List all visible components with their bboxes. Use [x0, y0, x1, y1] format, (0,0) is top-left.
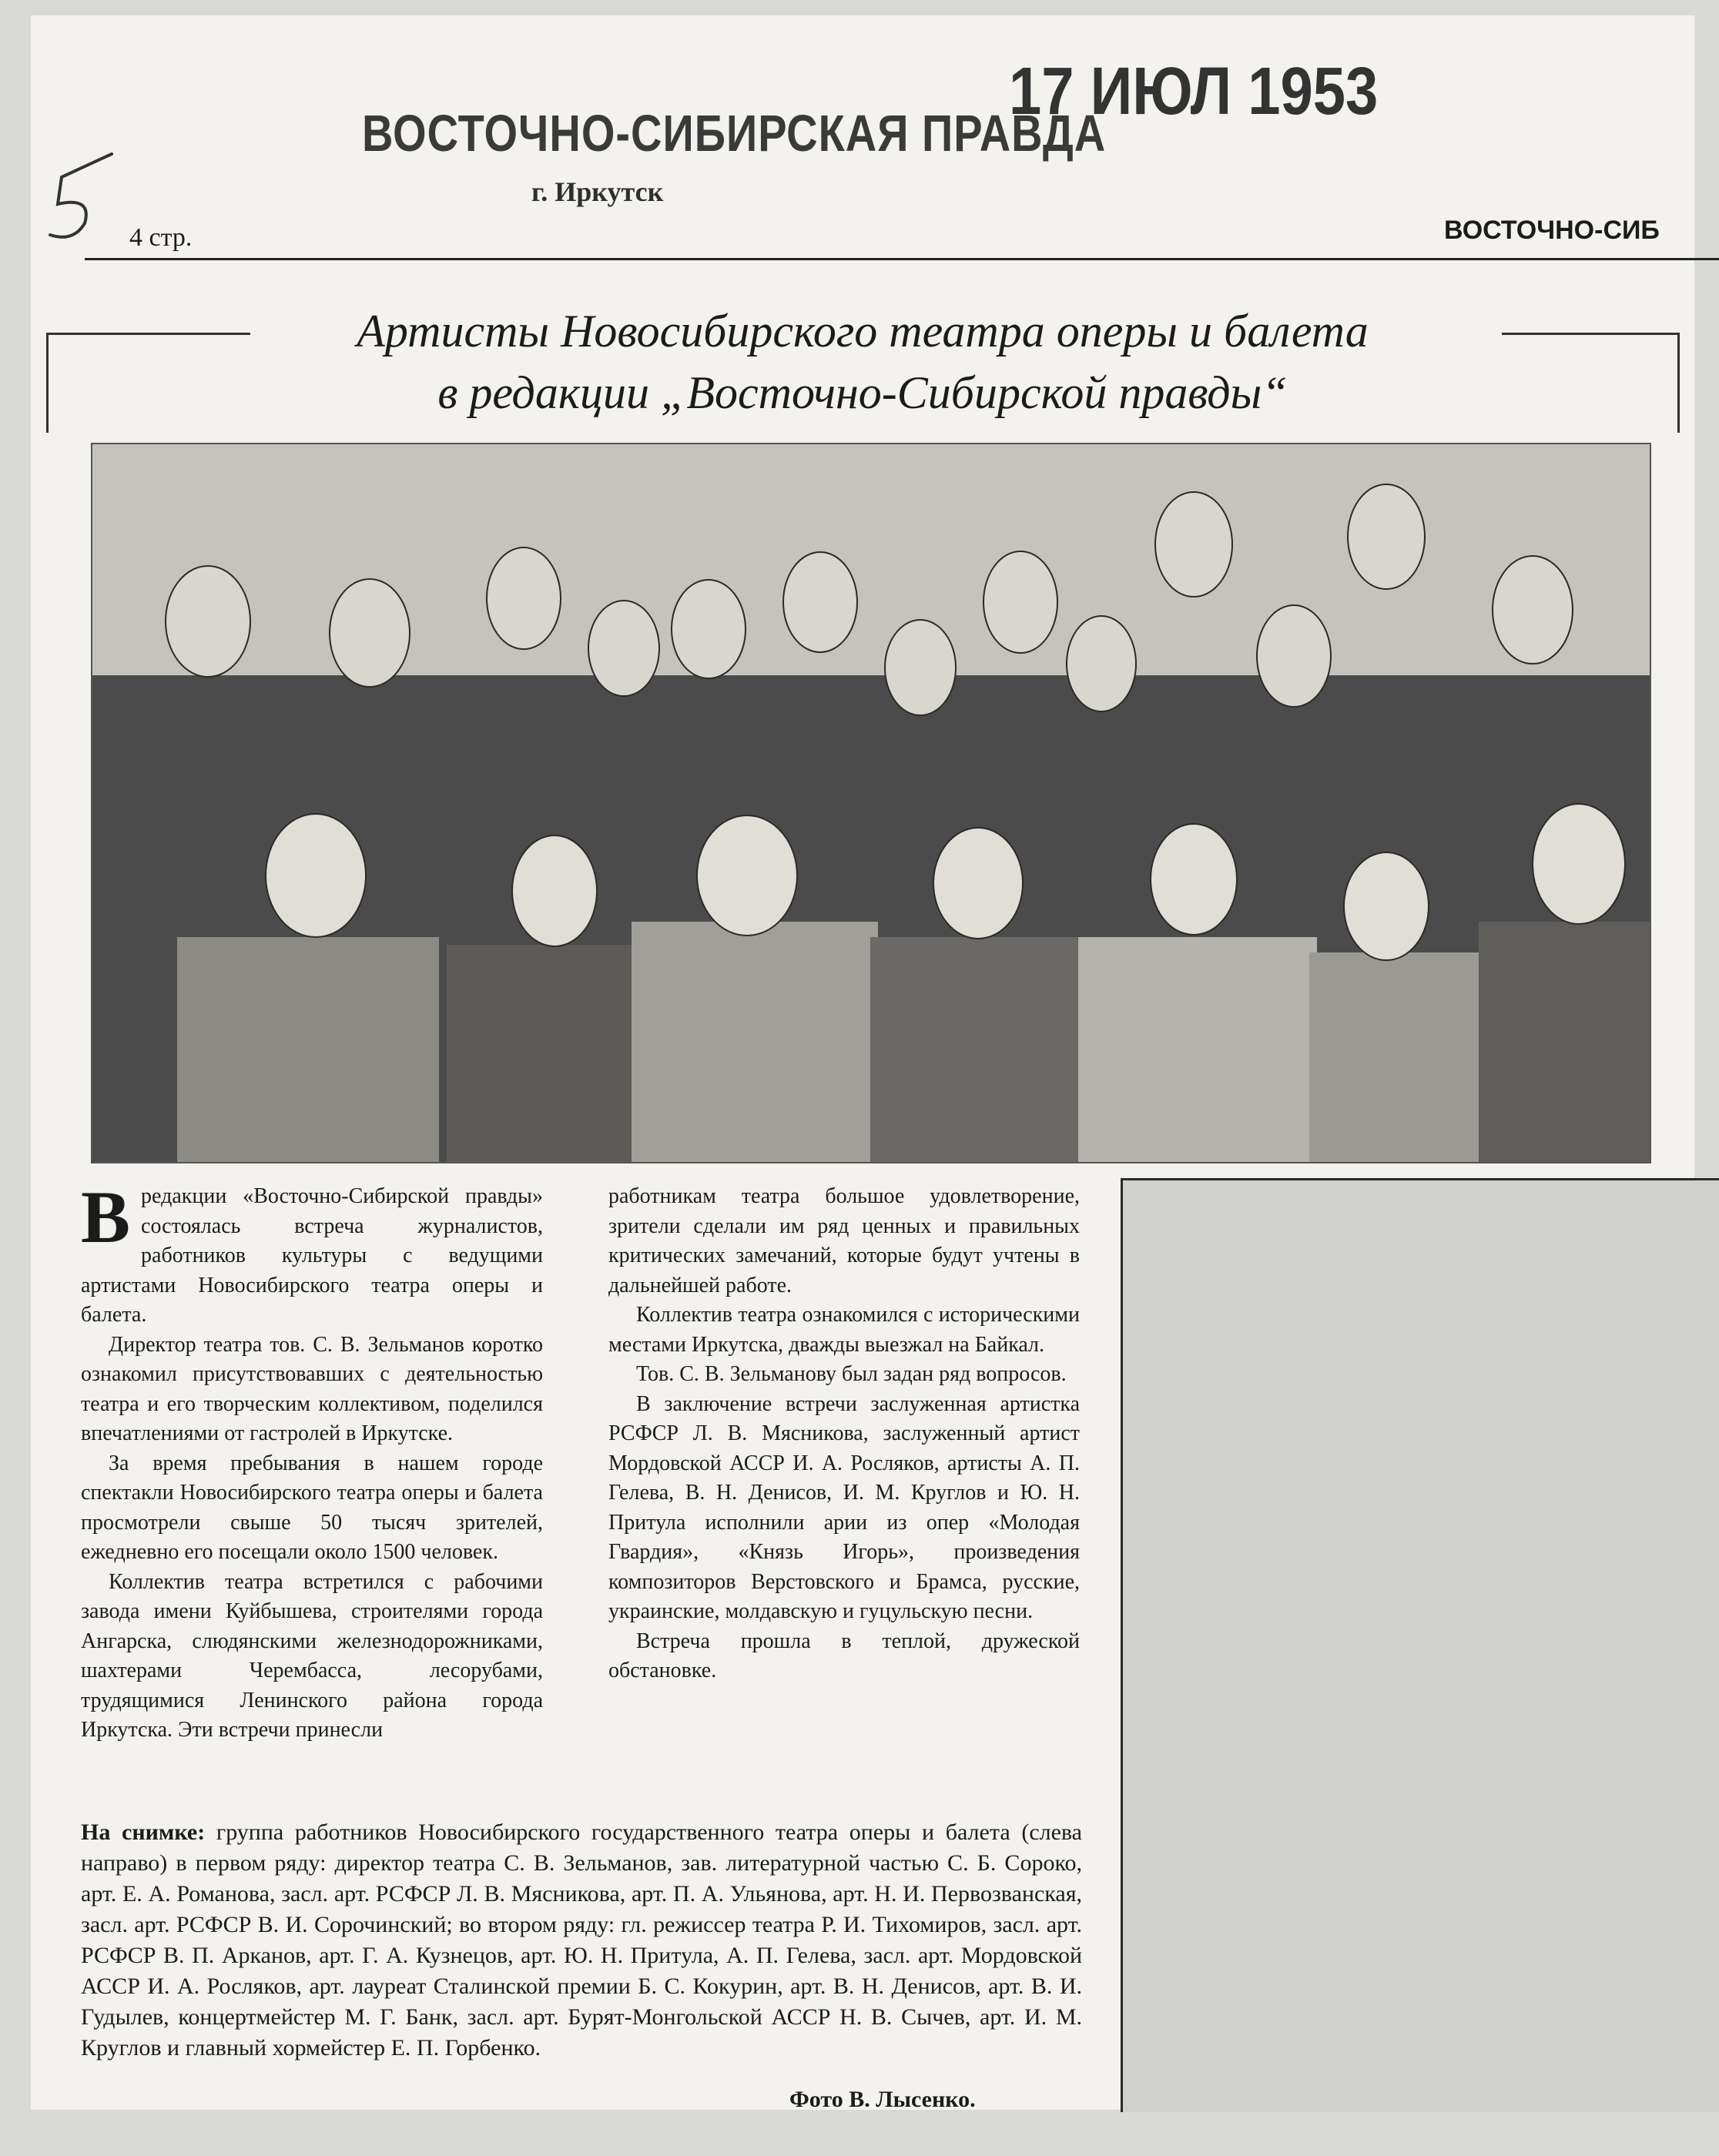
caption-text: группа работников Новосибирского государственного театра оперы и балета (слева направо) в первом ряду: директор театра С. В. Зельманов, зав. литературной частью С. Б. Сороко, арт. Е. А. Романова, засл. арт. РСФСР Л. В. Мясникова, арт. П. А. Ульянова, арт. Н. И. Первозванская, засл. арт. РСФСР В. И. Сорочинский; во втором ряду: гл. режиссер театра Р. И. Тихомиров, засл. арт. РСФСР В. П. Арканов, арт. Г. А. Кузнецов, арт. Ю. Н. Притула, А. П. Гелева, засл. арт. Мордовской АССР И. А. Росляков, арт. лауреат Сталинской премии Б. С. Кокурин, арт. В. Н. Денисов, арт. В. И. Гудылев, концертмейстер М. Г. Банк, засл. арт. Бурят-Монгольской АССР Н. В. Сычев, арт. И. М. Круглов и главный хормейстер Е. П. Горбенко. — [81, 1820, 1082, 2061]
article-paragraph: Директор театра тов. С. В. Зельманов коротко ознакомил присутствовавших с деятельностью театра и его творческим коллективом, поделился впечатлениями от гастролей в Иркутске. — [81, 1332, 543, 1445]
handwritten-number-mark — [39, 146, 123, 246]
archive-stamp-date: 17 ИЮЛ 1953 — [1009, 53, 1379, 129]
page-number: 4 стр. — [129, 223, 193, 252]
article-column-1 — [81, 1176, 543, 1746]
drop-cap: В — [81, 1176, 131, 1258]
article-paragraph: работникам театра большое удовлетворение, зрители сделали им ряд ценных и правильных критических замечаний, которые будут учтены в дальнейшей работе. — [608, 1184, 1080, 1297]
archive-stamp-paper-name: ВОСТОЧНО-СИБИРСКАЯ ПРАВДА — [362, 103, 1107, 162]
article-paragraph: Коллектив театра ознакомился с историческими местами Иркутска, дважды выезжал на Байкал. — [608, 1303, 1080, 1357]
header-rule — [85, 258, 1719, 260]
photo-caption — [81, 1817, 1082, 2064]
headline — [46, 300, 1679, 424]
group-photo-illustration — [92, 444, 1650, 1162]
article-paragraph: Встреча прошла в теплой, дружеской обстановке. — [608, 1629, 1080, 1682]
archive-stamp-city: г. Иркутск — [531, 176, 664, 207]
headline-line-1: Артисты Новосибирского театра оперы и балета — [357, 306, 1369, 357]
empty-cutout-area — [1121, 1178, 1719, 2112]
caption-lead: На снимке: — [81, 1820, 206, 1845]
article-paragraph: В заключение встречи заслуженная артистка РСФСР Л. В. Мясникова, заслуженный артист Мордовской АССР И. А. Росляков, артисты А. П. Гелева, В. Н. Денисов, И. М. Круглов и Ю. Н. Притула исполнили арии из опер «Молодая Гвардия», «Князь Игорь», произведения композиторов Верстовского и Брамса, русские, украинские, молдавскую и гуцульскую песни. — [608, 1391, 1080, 1623]
article-column-2 — [608, 1182, 1080, 1686]
group-photo — [91, 443, 1651, 1163]
article-paragraph: Тов. С. В. Зельманову был задан ряд вопросов. — [636, 1362, 1067, 1386]
headline-line-2: в редакции „Восточно-Сибирской правды“ — [437, 367, 1288, 418]
article-paragraph: В редакции «Восточно-Сибирской правды» состоялась встреча журналистов, работников культуры с ведущими артистами Новосибирского театра оперы и балета. — [81, 1176, 543, 1327]
newspaper-title-truncated: ВОСТОЧНО-СИБ — [1444, 216, 1660, 245]
article-paragraph: За время пребывания в нашем городе спектакли Новосибирского театра оперы и балета просмотрели свыше 50 тысяч зрителей, ежедневно его посещали около 1500 человек. — [81, 1451, 543, 1564]
photo-credit: Фото В. Лысенко. — [789, 2087, 976, 2112]
article-paragraph: Коллектив театра встретился с рабочими завода имени Куйбышева, строителями города Ангарска, слюдянскими железнодорожниками, шахтерами Черембасса, лесорубами, трудящимися Ленинского района города Иркутска. Эти встречи принесли — [81, 1569, 543, 1742]
